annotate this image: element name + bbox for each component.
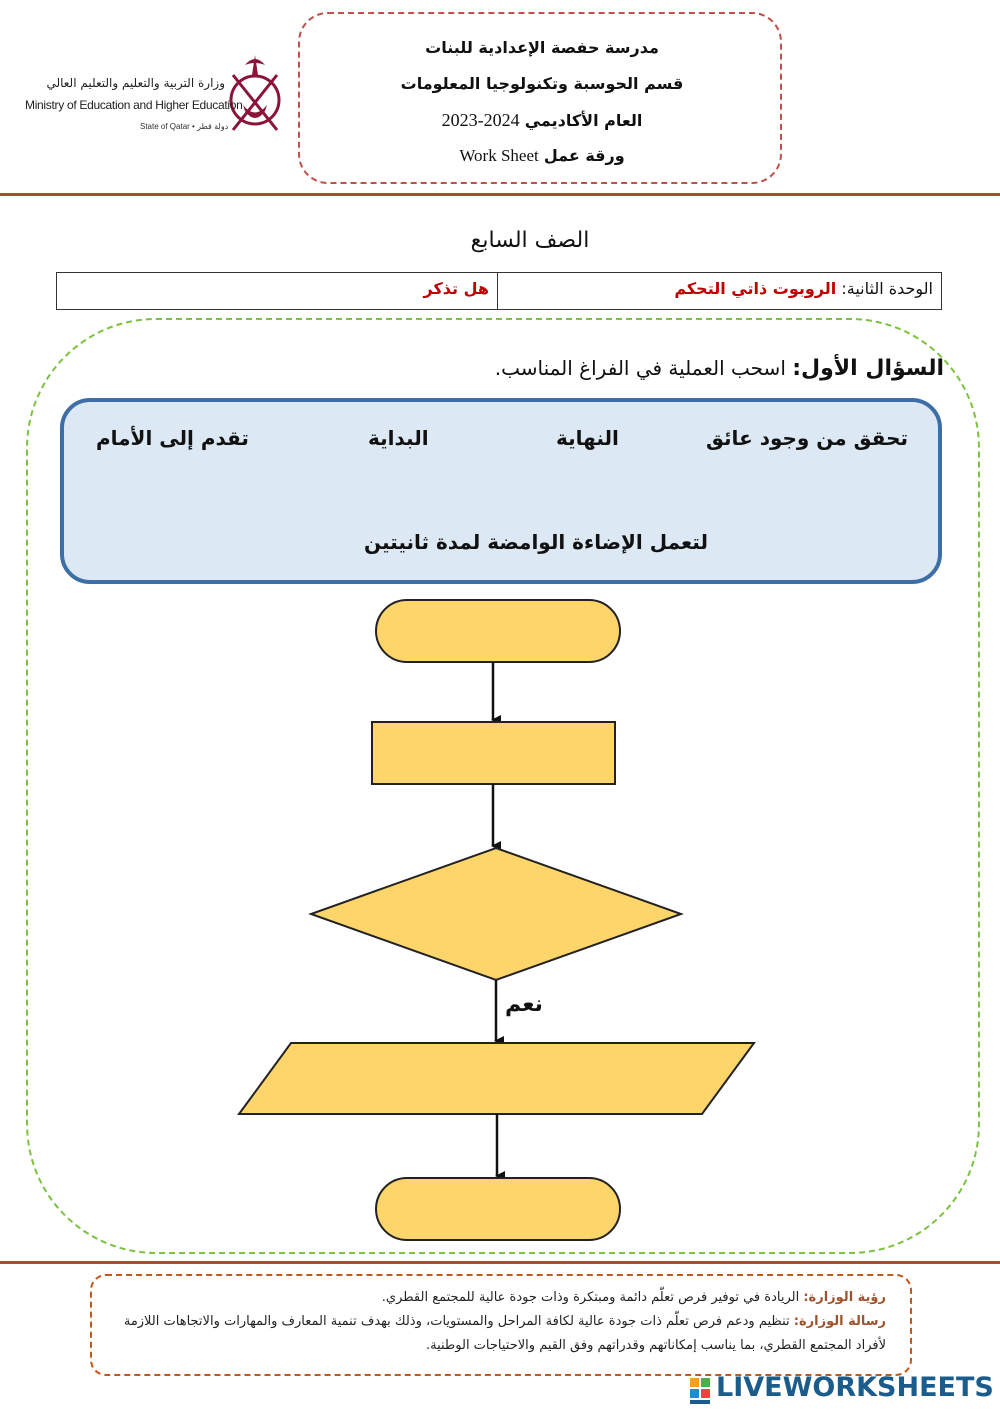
ministry-emblem-logo xyxy=(20,40,290,150)
vision-label: رؤية الوزارة: xyxy=(803,1290,886,1305)
lesson-title: هل تذكر xyxy=(423,279,489,298)
unit-label: الوحدة الثانية: xyxy=(841,279,933,298)
io-dropzone[interactable] xyxy=(239,1043,754,1114)
option-check-obstacle[interactable]: تحقق من وجود عائق xyxy=(706,426,908,450)
liveworksheets-wordmark: LIVEWORKSHEETS xyxy=(716,1372,994,1403)
school-info-box xyxy=(298,12,782,184)
unit-cell xyxy=(497,273,941,309)
option-end[interactable]: النهاية xyxy=(556,426,619,450)
ministry-name-english: Ministry of Education and Higher Education xyxy=(25,98,243,112)
academic-year-label: العام الأكاديمي xyxy=(524,111,643,130)
mission-label: رسالة الوزارة: xyxy=(793,1314,886,1329)
department-name: قسم الحوسبة وتكنولوجيا المعلومات xyxy=(400,74,684,93)
end-terminal-dropzone[interactable] xyxy=(376,1178,620,1240)
option-blink-light[interactable]: لتعمل الإضاءة الوامضة لمدة ثانيتين xyxy=(364,530,708,554)
decision-dropzone[interactable] xyxy=(311,848,681,980)
footer-divider xyxy=(0,1261,1000,1264)
grade-title: الصف السابع xyxy=(470,228,590,253)
options-bank xyxy=(60,398,942,584)
flowchart xyxy=(0,590,1000,1250)
school-name: مدرسة حفصة الإعدادية للبنات xyxy=(425,38,659,57)
unit-table xyxy=(56,272,942,310)
process-dropzone[interactable] xyxy=(372,722,615,784)
ministry-vision-mission xyxy=(90,1274,912,1376)
qatar-emblem-icon xyxy=(231,55,279,130)
start-terminal-dropzone[interactable] xyxy=(376,600,620,662)
vision-text: الريادة في توفير فرص تعلّم دائمة ومبتكرة وذات جودة عالية للمجتمع القطري. xyxy=(381,1290,800,1305)
question-text: اسحب العملية في الفراغ المناسب. xyxy=(494,356,786,380)
yes-branch-label: نعم xyxy=(505,992,543,1017)
mission-line xyxy=(116,1310,886,1358)
state-of-qatar-line: State of Qatar • دولة قطر xyxy=(140,122,229,131)
header-divider xyxy=(0,193,1000,196)
option-start[interactable]: البداية xyxy=(368,426,429,450)
vision-line xyxy=(116,1286,886,1310)
worksheet-label-ar: ورقة عمل xyxy=(543,146,625,165)
question-label: السؤال الأول: xyxy=(792,356,944,381)
worksheet-label-en: Work Sheet xyxy=(459,146,539,165)
academic-year-line xyxy=(300,110,784,131)
ministry-name-arabic: وزارة التربية والتعليم والتعليم العالي xyxy=(46,76,225,90)
option-move-forward[interactable]: تقدم إلى الأمام xyxy=(96,426,249,450)
worksheet-line xyxy=(300,146,784,166)
unit-name: الروبوت ذاتي التحكم xyxy=(674,279,837,298)
mission-text: تنظيم ودعم فرص تعلّم ذات جودة عالية لكافة المراحل والمستويات، وذلك بهدف تنمية المعارف والمهارات والاتجاهات اللازمة لأفراد المجتمع القطري، بما يناسب إمكاناتهم وقدراتهم وفق القيم والاحتياجات الوطنية. xyxy=(123,1314,886,1353)
academic-year-value: 2024-2023 xyxy=(441,110,520,130)
question-line xyxy=(40,356,944,381)
